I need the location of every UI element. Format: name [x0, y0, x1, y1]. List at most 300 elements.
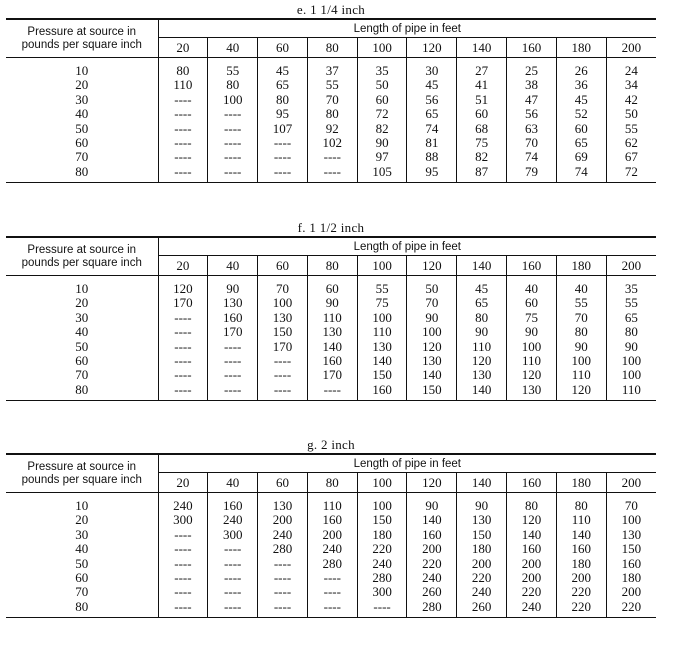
- value-cell: 240: [158, 499, 208, 513]
- column-header: 80: [307, 256, 357, 276]
- value-cell: 100: [357, 311, 407, 325]
- value-cell: 110: [307, 311, 357, 325]
- value-cell: ----: [158, 542, 208, 556]
- value-cell: ----: [208, 557, 258, 571]
- column-header: 60: [258, 38, 308, 58]
- value-cell: 45: [407, 78, 457, 92]
- column-header: 160: [507, 473, 557, 493]
- value-cell: 30: [407, 64, 457, 78]
- value-cell: ----: [158, 354, 208, 368]
- value-cell: 80: [606, 325, 656, 339]
- value-cell: 240: [407, 571, 457, 585]
- value-cell: 180: [357, 528, 407, 542]
- value-cell: 38: [507, 78, 557, 92]
- value-cell: 60: [556, 122, 606, 136]
- value-cell: 65: [457, 296, 507, 310]
- value-cell: 130: [357, 340, 407, 354]
- value-cell: 26: [556, 64, 606, 78]
- column-header: 180: [556, 473, 606, 493]
- section-title: g. 2 inch: [307, 437, 355, 452]
- value-cell: 110: [606, 383, 656, 401]
- value-cell: 90: [457, 325, 507, 339]
- value-cell: 65: [258, 78, 308, 92]
- value-cell: ----: [158, 585, 208, 599]
- value-cell: 160: [556, 542, 606, 556]
- value-cell: ----: [208, 354, 258, 368]
- value-cell: 80: [556, 499, 606, 513]
- value-cell: 160: [208, 311, 258, 325]
- value-cell: 80: [208, 78, 258, 92]
- value-cell: 140: [357, 354, 407, 368]
- table-row: [6, 354, 656, 368]
- value-cell: 220: [556, 585, 606, 599]
- value-cell: 180: [556, 557, 606, 571]
- pressure-header: [6, 237, 158, 276]
- value-cell: 60: [507, 296, 557, 310]
- pressure-cell: 20: [75, 295, 89, 311]
- value-cell: 45: [457, 282, 507, 296]
- value-cell: ----: [307, 585, 357, 599]
- pressure-cell: 80: [6, 600, 158, 618]
- value-cell: 69: [556, 150, 606, 164]
- value-cell: 80: [507, 499, 557, 513]
- value-cell: 50: [357, 78, 407, 92]
- value-cell: 260: [457, 600, 507, 618]
- value-cell: 170: [307, 368, 357, 382]
- value-cell: 25: [507, 64, 557, 78]
- value-cell: 70: [307, 93, 357, 107]
- value-cell: 90: [307, 296, 357, 310]
- value-cell: 65: [407, 107, 457, 121]
- flow-table: [6, 453, 656, 618]
- value-cell: ----: [208, 383, 258, 401]
- column-header: 80: [307, 473, 357, 493]
- pressure-cell: 50: [75, 555, 89, 571]
- column-header: 20: [158, 473, 208, 493]
- pressure-cell: 50: [75, 120, 89, 136]
- column-header: 140: [457, 256, 507, 276]
- value-cell: 120: [556, 383, 606, 401]
- value-cell: ----: [208, 136, 258, 150]
- value-cell: 220: [556, 600, 606, 618]
- value-cell: 100: [606, 513, 656, 527]
- value-cell: 74: [556, 165, 606, 183]
- column-header: 20: [158, 38, 208, 58]
- section-1-1-2-inch: [6, 220, 656, 401]
- value-cell: 240: [507, 600, 557, 618]
- value-cell: ----: [258, 600, 308, 618]
- value-cell: 80: [307, 107, 357, 121]
- value-cell: 95: [407, 165, 457, 183]
- pressure-cell: 40: [75, 106, 89, 122]
- column-header: 120: [407, 256, 457, 276]
- value-cell: 150: [258, 325, 308, 339]
- section-title: e. 1 1/4 inch: [296, 2, 366, 17]
- pressure-cell: 50: [75, 338, 89, 354]
- pressure-cell: 60: [75, 570, 89, 586]
- value-cell: 34: [606, 78, 656, 92]
- value-cell: 220: [357, 542, 407, 556]
- table-row: [6, 122, 656, 136]
- pressure-cell: 10: [75, 498, 89, 513]
- pressure-header: [6, 19, 158, 58]
- value-cell: 70: [258, 282, 308, 296]
- value-cell: 68: [457, 122, 507, 136]
- column-header: 40: [208, 38, 258, 58]
- value-cell: ----: [208, 600, 258, 618]
- value-cell: 160: [407, 528, 457, 542]
- value-cell: 45: [556, 93, 606, 107]
- table-row: [6, 150, 656, 164]
- value-cell: 160: [606, 557, 656, 571]
- value-cell: 240: [457, 585, 507, 599]
- value-cell: 130: [457, 513, 507, 527]
- value-cell: 87: [457, 165, 507, 183]
- value-cell: 105: [357, 165, 407, 183]
- value-cell: ----: [307, 600, 357, 618]
- value-cell: 70: [407, 296, 457, 310]
- value-cell: 90: [357, 136, 407, 150]
- value-cell: 60: [307, 282, 357, 296]
- header-row: [6, 237, 656, 256]
- value-cell: 120: [407, 340, 457, 354]
- value-cell: 220: [606, 600, 656, 618]
- table-row: [6, 78, 656, 92]
- value-cell: 35: [606, 282, 656, 296]
- value-cell: 110: [357, 325, 407, 339]
- column-header: 80: [307, 38, 357, 58]
- length-header: Length of pipe in feet: [158, 19, 656, 38]
- section-1-1-4-inch: [6, 2, 656, 183]
- value-cell: 280: [407, 600, 457, 618]
- column-header: 200: [606, 256, 656, 276]
- value-cell: 150: [606, 542, 656, 556]
- value-cell: ----: [158, 528, 208, 542]
- value-cell: 110: [507, 354, 557, 368]
- pressure-header-line-2: pounds per square inch: [21, 256, 142, 269]
- value-cell: ----: [258, 557, 308, 571]
- column-header: 40: [208, 473, 258, 493]
- value-cell: 110: [158, 78, 208, 92]
- value-cell: ----: [158, 557, 208, 571]
- value-cell: ----: [258, 368, 308, 382]
- value-cell: 140: [407, 368, 457, 382]
- value-cell: ----: [258, 585, 308, 599]
- value-cell: 52: [556, 107, 606, 121]
- value-cell: 170: [258, 340, 308, 354]
- value-cell: 75: [507, 311, 557, 325]
- value-cell: 120: [158, 282, 208, 296]
- pressure-cell: 60: [75, 353, 89, 369]
- pressure-cell: 40: [75, 324, 89, 340]
- value-cell: 150: [457, 528, 507, 542]
- value-cell: 100: [556, 354, 606, 368]
- table-row: [6, 107, 656, 121]
- value-cell: 100: [606, 354, 656, 368]
- value-cell: ----: [208, 107, 258, 121]
- value-cell: 90: [407, 499, 457, 513]
- value-cell: 110: [307, 499, 357, 513]
- value-cell: 92: [307, 122, 357, 136]
- section-title: f. 1 1/2 inch: [297, 220, 365, 235]
- value-cell: 90: [507, 325, 557, 339]
- value-cell: ----: [258, 383, 308, 401]
- pressure-cell: 70: [75, 367, 89, 383]
- value-cell: 220: [407, 557, 457, 571]
- value-cell: 240: [208, 513, 258, 527]
- value-cell: 90: [407, 311, 457, 325]
- value-cell: 280: [258, 542, 308, 556]
- value-cell: ----: [208, 340, 258, 354]
- value-cell: 35: [357, 64, 407, 78]
- value-cell: 70: [606, 499, 656, 513]
- table-row: [6, 499, 656, 513]
- value-cell: 100: [606, 368, 656, 382]
- value-cell: 80: [556, 325, 606, 339]
- value-cell: 160: [208, 499, 258, 513]
- value-cell: ----: [158, 325, 208, 339]
- value-cell: 65: [556, 136, 606, 150]
- value-cell: ----: [158, 136, 208, 150]
- table-row: [6, 542, 656, 556]
- value-cell: 130: [407, 354, 457, 368]
- value-cell: 100: [507, 340, 557, 354]
- value-cell: 56: [407, 93, 457, 107]
- value-cell: ----: [158, 340, 208, 354]
- value-cell: 130: [507, 383, 557, 401]
- table-row: [6, 282, 656, 296]
- pressure-cell: 20: [75, 512, 89, 528]
- value-cell: 82: [457, 150, 507, 164]
- table-row: [6, 557, 656, 571]
- value-cell: 62: [606, 136, 656, 150]
- value-cell: 40: [507, 282, 557, 296]
- value-cell: 170: [208, 325, 258, 339]
- value-cell: ----: [258, 571, 308, 585]
- column-header: 40: [208, 256, 258, 276]
- pressure-header-line-2: pounds per square inch: [21, 38, 142, 51]
- value-cell: 120: [457, 354, 507, 368]
- column-header: 100: [357, 256, 407, 276]
- value-cell: 88: [407, 150, 457, 164]
- value-cell: 130: [258, 311, 308, 325]
- value-cell: 110: [457, 340, 507, 354]
- table-row: [6, 296, 656, 310]
- pressure-header-line-2: pounds per square inch: [21, 473, 142, 486]
- table-row: [6, 571, 656, 585]
- table-row: [6, 513, 656, 527]
- value-cell: 100: [208, 93, 258, 107]
- value-cell: 72: [357, 107, 407, 121]
- value-cell: 45: [258, 64, 308, 78]
- column-header: 60: [258, 256, 308, 276]
- pressure-cell: 10: [75, 281, 89, 296]
- column-header: 100: [357, 473, 407, 493]
- value-cell: 36: [556, 78, 606, 92]
- length-header: Length of pipe in feet: [158, 454, 656, 473]
- value-cell: 280: [307, 557, 357, 571]
- value-cell: 72: [606, 165, 656, 183]
- column-header: 180: [556, 38, 606, 58]
- column-header: 140: [457, 473, 507, 493]
- value-cell: ----: [208, 122, 258, 136]
- value-cell: 140: [507, 528, 557, 542]
- value-cell: 63: [507, 122, 557, 136]
- pressure-cell: 70: [75, 149, 89, 165]
- header-row: [6, 19, 656, 38]
- value-cell: 200: [556, 571, 606, 585]
- value-cell: 200: [407, 542, 457, 556]
- column-header: 200: [606, 473, 656, 493]
- value-cell: 240: [258, 528, 308, 542]
- flow-table: [6, 18, 656, 183]
- value-cell: 55: [606, 296, 656, 310]
- value-cell: 55: [307, 78, 357, 92]
- value-cell: 180: [457, 542, 507, 556]
- value-cell: ----: [208, 542, 258, 556]
- value-cell: 102: [307, 136, 357, 150]
- value-cell: 40: [556, 282, 606, 296]
- value-cell: ----: [158, 107, 208, 121]
- pressure-header: [6, 454, 158, 493]
- value-cell: ----: [208, 165, 258, 183]
- value-cell: 50: [606, 107, 656, 121]
- value-cell: ----: [307, 150, 357, 164]
- table-row: [6, 600, 656, 618]
- table-row: [6, 368, 656, 382]
- value-cell: 130: [307, 325, 357, 339]
- value-cell: 50: [407, 282, 457, 296]
- value-cell: 100: [357, 499, 407, 513]
- value-cell: 120: [507, 513, 557, 527]
- value-cell: 67: [606, 150, 656, 164]
- value-cell: ----: [307, 571, 357, 585]
- value-cell: ----: [208, 585, 258, 599]
- section-2-inch: [6, 437, 656, 618]
- value-cell: ----: [158, 383, 208, 401]
- table-row: [6, 64, 656, 78]
- value-cell: 55: [606, 122, 656, 136]
- column-header: 200: [606, 38, 656, 58]
- value-cell: ----: [208, 571, 258, 585]
- value-cell: 80: [457, 311, 507, 325]
- value-cell: 150: [407, 383, 457, 401]
- value-cell: 47: [507, 93, 557, 107]
- value-cell: ----: [158, 150, 208, 164]
- value-cell: 65: [606, 311, 656, 325]
- value-cell: 81: [407, 136, 457, 150]
- table-row: [6, 93, 656, 107]
- value-cell: ----: [307, 165, 357, 183]
- table-row: [6, 528, 656, 542]
- value-cell: ----: [307, 383, 357, 401]
- table-row: [6, 136, 656, 150]
- pressure-cell: 30: [75, 91, 89, 107]
- value-cell: ----: [158, 93, 208, 107]
- value-cell: 90: [556, 340, 606, 354]
- value-cell: 160: [507, 542, 557, 556]
- value-cell: 51: [457, 93, 507, 107]
- value-cell: 240: [307, 542, 357, 556]
- value-cell: 220: [507, 585, 557, 599]
- value-cell: 160: [357, 383, 407, 401]
- value-cell: 170: [158, 296, 208, 310]
- value-cell: 60: [457, 107, 507, 121]
- column-header: 20: [158, 256, 208, 276]
- value-cell: 24: [606, 64, 656, 78]
- column-header: 160: [507, 256, 557, 276]
- value-cell: ----: [208, 368, 258, 382]
- pressure-header-line-1: Pressure at source in: [27, 243, 137, 256]
- value-cell: 74: [407, 122, 457, 136]
- table-row: [6, 585, 656, 599]
- table-row: [6, 165, 656, 183]
- value-cell: 180: [606, 571, 656, 585]
- value-cell: 70: [507, 136, 557, 150]
- value-cell: 300: [208, 528, 258, 542]
- value-cell: 27: [457, 64, 507, 78]
- value-cell: 55: [208, 64, 258, 78]
- column-header: 60: [258, 473, 308, 493]
- column-header: 160: [507, 38, 557, 58]
- header-row: [6, 454, 656, 473]
- value-cell: 150: [357, 368, 407, 382]
- table-row: [6, 311, 656, 325]
- value-cell: 95: [258, 107, 308, 121]
- pressure-cell: 30: [75, 309, 89, 325]
- value-cell: 80: [258, 93, 308, 107]
- value-cell: 200: [258, 513, 308, 527]
- value-cell: 300: [357, 585, 407, 599]
- value-cell: ----: [158, 600, 208, 618]
- value-cell: 110: [556, 368, 606, 382]
- value-cell: 75: [357, 296, 407, 310]
- table-row: [6, 325, 656, 339]
- value-cell: ----: [258, 136, 308, 150]
- value-cell: 160: [307, 513, 357, 527]
- pressure-cell: 20: [75, 77, 89, 93]
- value-cell: 55: [357, 282, 407, 296]
- value-cell: ----: [208, 150, 258, 164]
- pressure-header-line-1: Pressure at source in: [27, 25, 137, 38]
- value-cell: 260: [407, 585, 457, 599]
- pressure-cell: 10: [75, 63, 89, 78]
- value-cell: 107: [258, 122, 308, 136]
- value-cell: 56: [507, 107, 557, 121]
- value-cell: 130: [208, 296, 258, 310]
- value-cell: 74: [507, 150, 557, 164]
- value-cell: 160: [307, 354, 357, 368]
- value-cell: 130: [457, 368, 507, 382]
- value-cell: ----: [158, 311, 208, 325]
- value-cell: 90: [208, 282, 258, 296]
- value-cell: 100: [258, 296, 308, 310]
- value-cell: 300: [158, 513, 208, 527]
- value-cell: 130: [258, 499, 308, 513]
- value-cell: 60: [357, 93, 407, 107]
- value-cell: ----: [357, 600, 407, 618]
- value-cell: 75: [457, 136, 507, 150]
- pressure-cell: 70: [75, 584, 89, 600]
- value-cell: ----: [158, 571, 208, 585]
- value-cell: 55: [556, 296, 606, 310]
- value-cell: ----: [158, 368, 208, 382]
- value-cell: 200: [507, 571, 557, 585]
- value-cell: ----: [158, 165, 208, 183]
- value-cell: 42: [606, 93, 656, 107]
- value-cell: ----: [258, 354, 308, 368]
- column-header: 180: [556, 256, 606, 276]
